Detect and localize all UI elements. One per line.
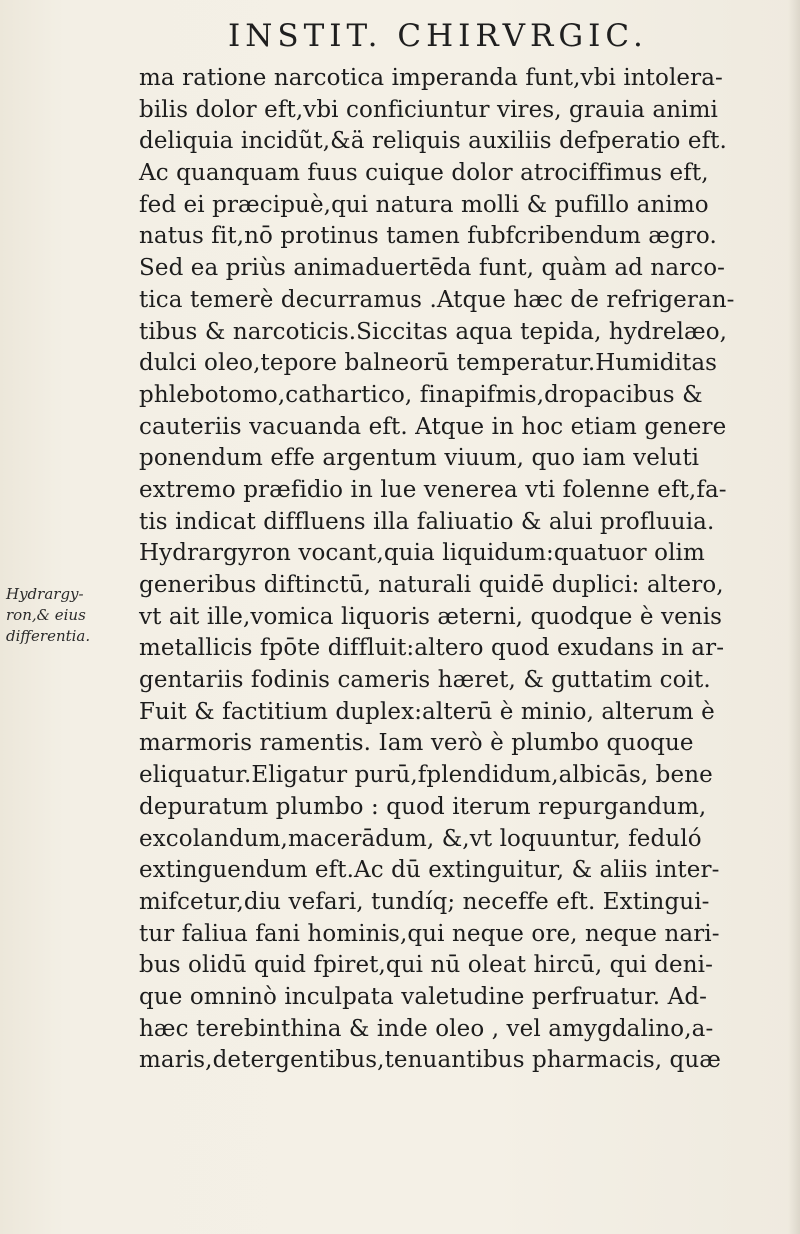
text-line: phlebotomo,cathartico, finapifmis,dropacibus & <box>139 381 703 408</box>
text-line: tibus & narcoticis.Siccitas aqua tepida, hydrelæo, <box>139 318 728 345</box>
text-line: dulci oleo,tepore balneorū temperatur.Humiditas <box>139 350 718 377</box>
text-line: vt ait ille,vomica liquoris æterni, quodque è venis <box>139 603 723 630</box>
text-line: extremo præfidio in lue venerea vti folenne eft,fa- <box>139 476 727 503</box>
text-line: bilis dolor eft,vbi conficiuntur vires, grauia animi <box>139 96 718 123</box>
running-head: INSTIT. CHIRVRGIC. <box>228 18 648 54</box>
text-line: depuratum plumbo : quod iterum repurgandum, <box>139 793 707 820</box>
text-line: Hydrargyron vocant,quia liquidum:quatuor olim <box>139 540 705 567</box>
text-line: metallicis fpōte diffluit:altero quod exudans in ar- <box>139 635 725 662</box>
text-line: natus fit,nō protinus tamen fubfcribendum ægro. <box>139 223 717 250</box>
text-line: extinguendum eft.Ac dū extinguitur, & aliis inter- <box>139 857 720 884</box>
text-line: ponendum effe argentum viuum, quo iam veluti <box>139 445 700 472</box>
text-line: Sed ea priùs animaduertēda funt, quàm ad narco- <box>139 255 726 282</box>
text-line: generibus diftinctū, naturali quidē duplici: altero, <box>139 572 724 598</box>
text-line: maris,detergentibus,tenuantibus pharmacis, quæ <box>139 1047 722 1074</box>
margin-note-line: differentia. <box>6 627 91 645</box>
text-line: tis indicat diffluens illa faliuatio & alui profluuia. <box>139 508 715 535</box>
body-text <box>139 63 789 1077</box>
text-line: excolandum,macerādum, &,vt loquuntur, feduló <box>139 825 702 852</box>
text-line: hæc terebinthina & inde oleo , vel amygdalino,a- <box>139 1015 714 1042</box>
text-line: tur faliua fani hominis,qui neque ore, neque nari- <box>139 920 720 947</box>
text-line: tica temerè decurramus .Atque hæc de refrigeran- <box>139 286 735 313</box>
margin-note-line: ron,& eius <box>6 606 86 624</box>
text-line: Ac quanquam fuus cuique dolor atrociffimus eft, <box>139 160 709 187</box>
text-line: fed ei præcipuè,qui natura molli & pufillo animo <box>139 191 709 218</box>
page-edge-shadow <box>788 0 800 1234</box>
text-line: eliquatur.Eligatur purū,fplendidum,albicās, bene <box>139 762 713 789</box>
margin-note-line: Hydrargy- <box>6 585 84 603</box>
text-line: bus olidū quid fpiret,qui nū oleat hircū, qui deni- <box>139 952 714 979</box>
text-line: que omninò inculpata valetudine perfruatur. Ad- <box>139 983 708 1010</box>
text-line: marmoris ramentis. Iam verò è plumbo quoque <box>139 730 694 757</box>
text-line: mifcetur,diu vefari, tundíq; neceffe eft. Extingui- <box>139 888 710 915</box>
margin-note <box>6 584 126 647</box>
text-line: deliquia incidũt,&ä reliquis auxiliis defperatio eft. <box>139 128 727 155</box>
text-line: cauteriis vacuanda eft. Atque in hoc etiam genere <box>139 413 727 440</box>
text-line: Fuit & factitium duplex:alterū è minio, alterum è <box>139 698 715 725</box>
text-line: gentariis fodinis cameris hæret, & guttatim coit. <box>139 667 711 694</box>
text-line: ma ratione narcotica imperanda funt,vbi intolera- <box>139 65 723 91</box>
